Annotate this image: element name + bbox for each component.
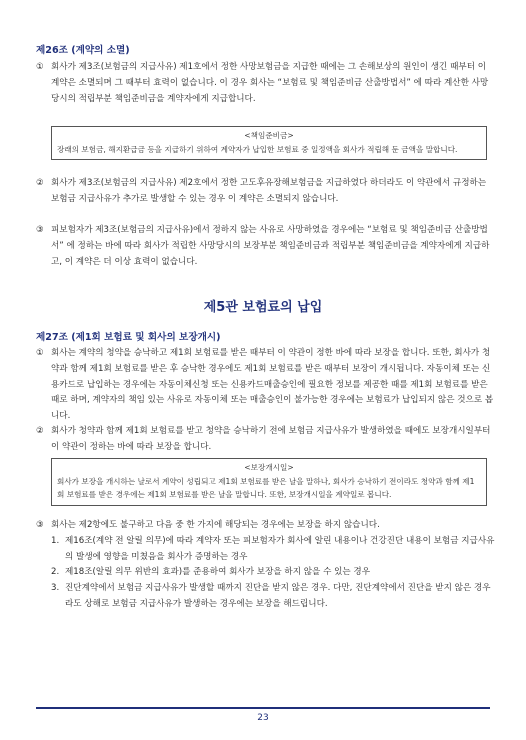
item-number: 1. (51, 536, 60, 546)
page-number: 23 (257, 713, 269, 723)
paragraph-text: 회사가 제3조(보험금의 지급사유) 제2호에서 정한 고도후유장해보험금을 지급하였다 하더라도 이 약관에서 규정하는 보험금 지급사유가 추가로 발생할 수 있는 경우 이 계약은 소멸되지 않습니다. (51, 178, 487, 204)
paragraph-number: ③ (36, 520, 44, 530)
exclusion-item-1 (51, 534, 497, 566)
paragraph-number: ① (36, 348, 44, 358)
article-27-paragraph-3 (36, 518, 496, 534)
item-text: 진단계약에서 보험금 지급사유가 발생할 때까지 진단을 받지 않은 경우. 다만, 진단계약에서 진단을 받지 않은 경우라도 상해로 보험금 지급사유가 발생하는 경우에는 보장을 해드립니다. (65, 583, 491, 609)
paragraph-number: ③ (36, 225, 44, 235)
article-27-paragraph-2 (36, 424, 496, 456)
paragraph-text: 피보험자가 제3조(보험금의 지급사유)에서 정하지 않는 사유로 사망하였을 경우에는 “보험료 및 책임준비금 산출방법서” 에 정하는 바에 따라 회사가 적립한 사망당시의 보장부분 책임준비금과 적립부분 책임준비금을 계약자에게 지급하고, 이 계약은 더 이상 효력이 없습니다. (51, 225, 490, 267)
article-26-title: 제26조 (계약의 소멸) (36, 45, 130, 56)
paragraph-text: 회사는 계약의 청약을 승낙하고 제1회 보험료를 받은 때부터 이 약관이 정한 바에 따라 보장을 합니다. 또한, 회사가 청약과 함께 제1회 보험료를 받은 후 승낙한 경우에도 제1회 보험료를 받은 때부터 보장이 개시됩니다. 자동이체 또는 신용카드로 납입하는 경우에는 자동이체신청 또는 신용카드매출승인에 필요한 정보를 제공한 때를 제1회 보험료를 받은 때로 하며, 계약자의 책임 있는 사유로 자동이체 또는 매출승인이 불가능한 경우에는 보험료가 납입되지 않은 것으로 봅니다. (51, 348, 494, 422)
reserve-definition-box (51, 126, 487, 160)
item-number: 3. (51, 583, 60, 593)
note-title: <책임준비금> (244, 131, 294, 140)
paragraph-number: ② (36, 426, 44, 436)
footer-divider (36, 707, 490, 709)
note-title: <보장개시일> (244, 463, 294, 472)
section-heading: 제5관 보험료의 납입 (203, 300, 323, 315)
paragraph-number: ② (36, 178, 44, 188)
article-26-paragraph-1 (36, 60, 496, 107)
exclusion-item-2 (51, 565, 497, 581)
coverage-start-definition-box (51, 458, 487, 506)
exclusion-item-3 (51, 581, 497, 613)
item-text: 제16조(계약 전 알릴 의무)에 따라 계약자 또는 피보험자가 회사에 알린 내용이나 건강진단 내용이 보험금 지급사유의 발생에 영향을 미쳤음을 회사가 증명하는 경우 (65, 536, 495, 562)
article-26-paragraph-2 (36, 176, 496, 208)
note-text: 장래의 보험금, 해지환급금 등을 지급하기 위하여 계약자가 납입한 보험료 중 일정액을 회사가 적립해 둔 금액을 말합니다. (57, 144, 458, 154)
item-text: 제18조(알릴 의무 위반의 효과)를 준용하여 회사가 보장을 하지 않을 수 있는 경우 (65, 567, 371, 577)
paragraph-text: 회사가 제3조(보험금의 지급사유) 제1호에서 정한 사망보험금을 지급한 때에는 그 손해보상의 원인이 생긴 때부터 이 계약은 소멸되며 그 때부터 효력이 없습니다. 이 경우 회사는 “보험료 및 책임준비금 산출방법서” 에 따라 계산한 사망당시의 적립부분 책임준비금을 계약자에게 지급합니다. (51, 62, 489, 104)
paragraph-text: 회사가 청약과 함께 제1회 보험료를 받고 청약을 승낙하기 전에 보험금 지급사유가 발생하였을 때에도 보장개시일부터 이 약관이 정하는 바에 따라 보장을 합니다. (51, 426, 491, 452)
item-number: 2. (51, 567, 60, 577)
paragraph-text: 회사는 제2항에도 불구하고 다음 중 한 가지에 해당되는 경우에는 보장을 하지 않습니다. (51, 520, 380, 530)
article-26-paragraph-3 (36, 223, 496, 270)
article-27-paragraph-1 (36, 346, 496, 425)
paragraph-number: ① (36, 62, 44, 72)
note-text: 회사가 보장을 개시하는 날로서 계약이 성립되고 제1회 보험료를 받은 날을 말하나, 회사가 승낙하기 전이라도 청약과 함께 제1회 보험료를 받은 경우에는 제1회 보험료를 받은 날을 말합니다. 또한, 보장개시일을 계약일로 봅니다. (57, 476, 475, 499)
article-27-title: 제27조 (제1회 보험료 및 회사의 보장개시) (36, 332, 221, 343)
